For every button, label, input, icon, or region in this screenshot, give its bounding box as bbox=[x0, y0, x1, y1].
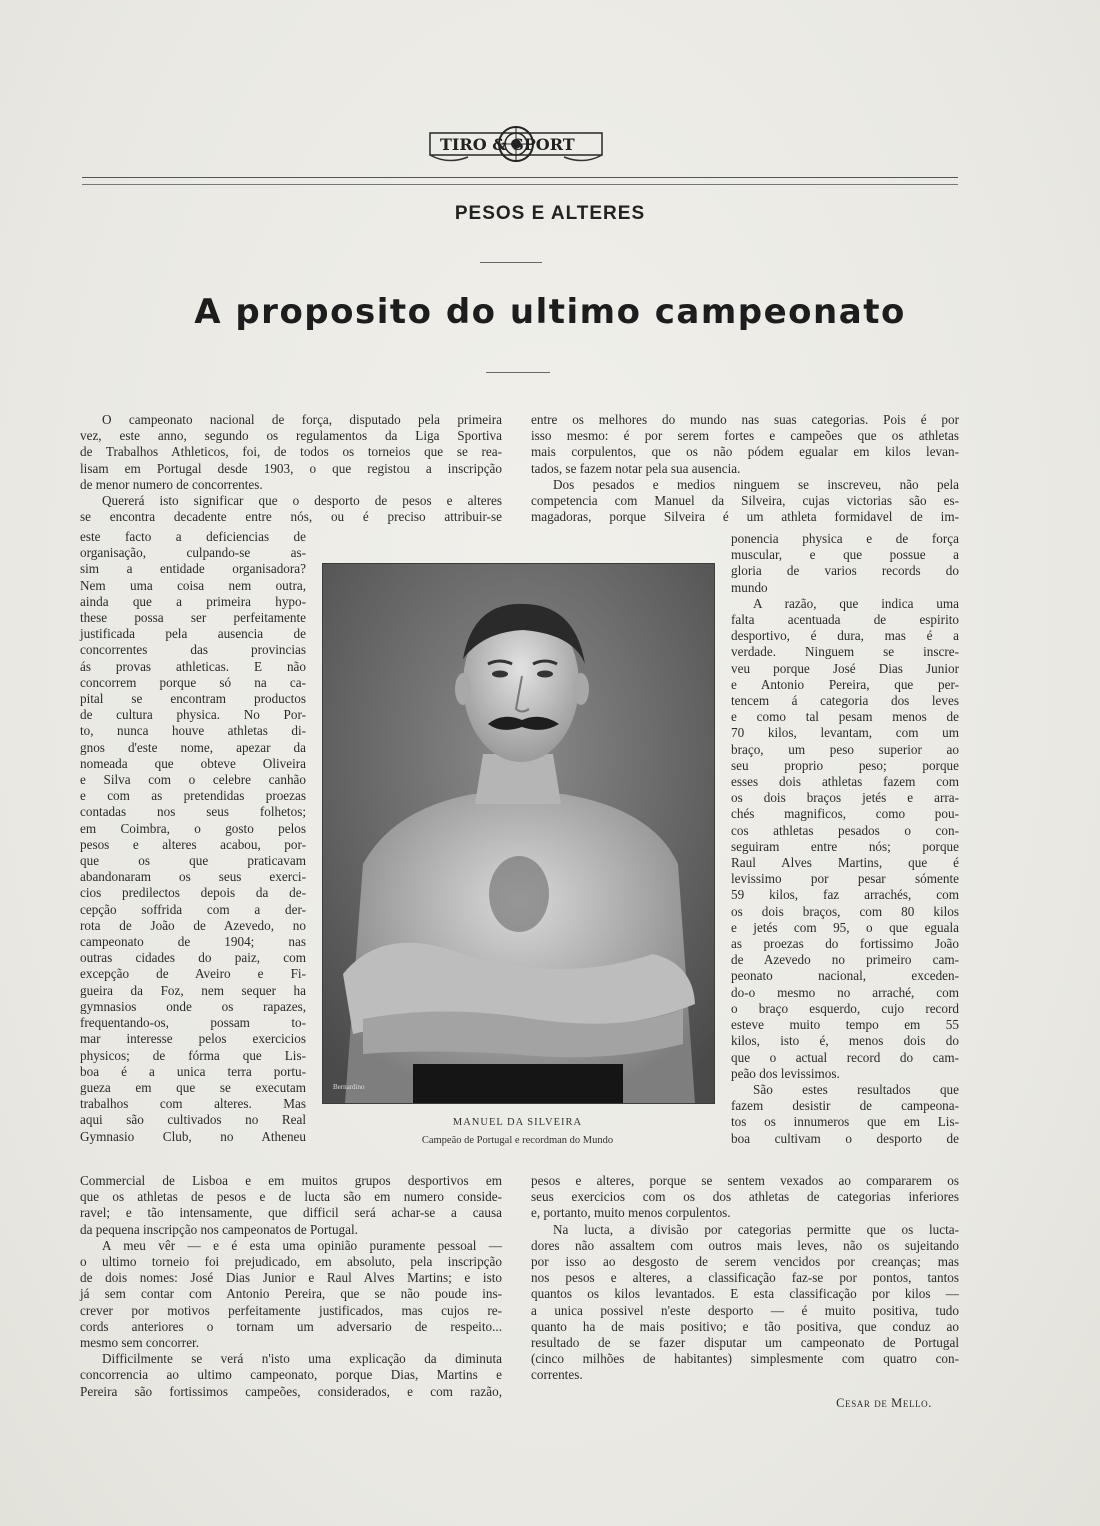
text-line: vez, este anno, segundo os regulamentos da Liga Sportiva bbox=[80, 428, 502, 444]
text-line: contadas nos seus folhetos; bbox=[80, 804, 306, 820]
text-line: de menor numero de concorrentes. bbox=[80, 476, 263, 492]
text-line: e, portanto, muito menos corpulentos. bbox=[531, 1205, 731, 1221]
text-line: Dos pesados e medios ninguem se inscreveu, não pela bbox=[553, 476, 959, 492]
text-line: gueza em que se executam bbox=[80, 1079, 306, 1095]
text-line: Raul Alves Martins, que é bbox=[731, 855, 959, 871]
text-line: resultado de se fazer disputar um campeonato de Portugal bbox=[531, 1335, 959, 1351]
text-line: que os athletas de pesos e de lucta são em numero conside- bbox=[80, 1189, 502, 1205]
text-line: e Antonio Pereira, que per- bbox=[731, 676, 959, 692]
text-line: o braço esquerdo, cujo record bbox=[731, 1000, 959, 1016]
text-line: O campeonato nacional de força, disputado pela primeira bbox=[102, 412, 502, 427]
text-line: sim a entidade organisadora? bbox=[80, 561, 306, 577]
text-line: em Coimbra, o gosto pelos bbox=[80, 820, 306, 836]
text-line: dores não assaltem com outros mais leves, não os sujeitando bbox=[531, 1237, 959, 1253]
text-line: e jetés com 95, o que eguala bbox=[731, 919, 959, 935]
text-line: Commercial de Lisboa e em muitos grupos desportivos em bbox=[80, 1173, 502, 1188]
text-line: seu proprio peso; porque bbox=[731, 757, 959, 773]
text-line: gueira da Foz, nem sequer ha bbox=[80, 982, 306, 998]
text-line: quantos os kilos levantados. E esta classificação por kilos — bbox=[531, 1286, 959, 1302]
text-line: que os que praticavam bbox=[80, 853, 306, 869]
text-line: lisam em Portugal desde 1903, o que registou a inscripção bbox=[80, 460, 502, 476]
text-line: que o actual record do cam- bbox=[731, 1049, 959, 1065]
text-line: pesos e alteres acabou, por- bbox=[80, 836, 306, 852]
text-line: de Trabalhos Athleticos, foi, de todos os torneios que se rea- bbox=[80, 444, 502, 460]
text-line: da pequena inscripção nos campeonatos de Portugal. bbox=[80, 1221, 358, 1237]
text-line: magadoras, porque Silveira é um athleta formidavel de im- bbox=[531, 509, 959, 525]
text-line: nomeada que obteve Oliveira bbox=[80, 755, 306, 771]
text-line: tencem á categoria dos leves bbox=[731, 693, 959, 709]
text-line: verdade. Ninguem se inscre- bbox=[731, 644, 959, 660]
text-line: desportivo, é dura, mas é a bbox=[731, 628, 959, 644]
text-line: frequentando-os, possam to- bbox=[80, 1015, 306, 1031]
text-line: ponencia physica e de força bbox=[731, 531, 959, 546]
text-line: cords anteriores o tornam um adversario de respeito... bbox=[80, 1318, 502, 1334]
text-line: tos os innumeros que em Lis- bbox=[731, 1114, 959, 1130]
text-line: excepção de Aveiro e Fi- bbox=[80, 966, 306, 982]
text-line: mar interesse pelos exercicios bbox=[80, 1031, 306, 1047]
text-line: Quererá isto significar que o desporto de pesos e alteres bbox=[102, 493, 502, 509]
portrait-caption-title: Campeão de Portugal e recordman do Mundo bbox=[421, 1135, 614, 1146]
text-line: as proezas do fortissimo João bbox=[731, 936, 959, 952]
text-line: Na lucta, a divisão por categorias permitte que os lucta- bbox=[553, 1221, 959, 1237]
text-line: de cultura physica. No Por- bbox=[80, 707, 306, 723]
text-line: se encontra decadente entre nós, ou é preciso attribuir-se bbox=[80, 509, 502, 525]
text-line: justificada pela ausencia de bbox=[80, 626, 306, 642]
text-line: physicos; de fórma que Lis- bbox=[80, 1047, 306, 1063]
text-line: to, nunca houve athletas di- bbox=[80, 723, 306, 739]
text-line: cios predilectos depois da de- bbox=[80, 885, 306, 901]
text-line: peão dos levissimos. bbox=[731, 1065, 840, 1081]
text-line: nos pesos e alteres, a classificação faz-se por pontos, tantos bbox=[531, 1270, 959, 1286]
text-line: e como tal pesam menos de bbox=[731, 709, 959, 725]
text-line: correntes. bbox=[531, 1367, 583, 1383]
divider-short bbox=[480, 262, 542, 263]
text-line: 59 kilos, faz arrachés, com bbox=[731, 887, 959, 903]
text-line: levissimo por pesar sómente bbox=[731, 871, 959, 887]
text-line: os dois braços, com 80 kilos bbox=[731, 903, 959, 919]
text-line: seus exercicios com os dos athletas de categorias inferiores bbox=[531, 1189, 959, 1205]
text-line: este facto a deficiencias de bbox=[80, 529, 306, 544]
article-title: A proposito do ultimo campeonato bbox=[194, 292, 906, 332]
text-line: (cinco milhões de habitantes) simplesmente com quatro con- bbox=[531, 1351, 959, 1367]
text-line: competencia com Manuel da Silveira, cujas victorias são es- bbox=[531, 493, 959, 509]
text-line: concorrem porque só na ca- bbox=[80, 674, 306, 690]
text-line: ainda que a primeira hypo- bbox=[80, 593, 306, 609]
text-line: de Azevedo no primeiro cam- bbox=[731, 952, 959, 968]
text-line: fazem desistir de campeona- bbox=[731, 1098, 959, 1114]
text-line: de dois nomes: José Dias Junior e Raul Alves Martins; e isto bbox=[80, 1270, 502, 1286]
author-signature: Cesar de Mello. bbox=[836, 1396, 932, 1410]
text-line: concorrencia ao ultimo campeonato, porque Dias, Martins e bbox=[80, 1367, 502, 1383]
portrait-image bbox=[323, 564, 714, 1103]
header-rule bbox=[82, 177, 958, 185]
text-line: A meu vêr — e é esta uma opinião puramente pessoal — bbox=[102, 1237, 502, 1253]
text-line: cepção soffrida com a der- bbox=[80, 901, 306, 917]
masthead-emblem-icon bbox=[428, 123, 604, 165]
text-line: gloria de varios records do bbox=[731, 563, 959, 579]
portrait-caption-name: MANUEL DA SILVEIRA bbox=[452, 1117, 583, 1128]
text-line: do-o mesmo no arraché, com bbox=[731, 984, 959, 1000]
text-line: kilos, isto é, menos dois do bbox=[731, 1033, 959, 1049]
text-line: cos athletas pesados o con- bbox=[731, 822, 959, 838]
text-line: muscular, e que possue a bbox=[731, 547, 959, 563]
text-line: trabalhos com alteres. Mas bbox=[80, 1096, 306, 1112]
text-line: pesos e alteres, porque se sentem vexados ao compararem os bbox=[531, 1173, 959, 1188]
text-line: these possa ser perfeitamente bbox=[80, 610, 306, 626]
text-line: mais corpulentos, que os não pódem egualar em kilos levan- bbox=[531, 444, 959, 460]
text-line: outras cidades do paiz, com bbox=[80, 950, 306, 966]
text-line: Gymnasio Club, no Atheneu bbox=[80, 1128, 306, 1144]
text-line: e com as pretendidas proezas bbox=[80, 788, 306, 804]
text-line: organisação, culpando-se as- bbox=[80, 545, 306, 561]
text-line: o ultimo torneio foi prejudicado, em absoluto, pela inscripção bbox=[80, 1254, 502, 1270]
text-line: chés magnificos, como pou- bbox=[731, 806, 959, 822]
text-line: rota de João de Azevedo, no bbox=[80, 917, 306, 933]
text-line: abandonaram os seus exerci- bbox=[80, 869, 306, 885]
text-line: ravel; e tão intensamente, que difficil será achar-se a causa bbox=[80, 1205, 502, 1221]
text-line: seguiram entre nós; porque bbox=[731, 838, 959, 854]
text-line: Nem uma coisa nem outra, bbox=[80, 577, 306, 593]
text-line: Difficilmente se verá n'isto uma explicação da diminuta bbox=[102, 1351, 502, 1367]
text-line: ás provas athleticas. E não bbox=[80, 658, 306, 674]
text-line: os dois braços jetés e arra- bbox=[731, 790, 959, 806]
text-line: isso mesmo: é por serem fortes e campeões que os athletas bbox=[531, 428, 959, 444]
text-line: por isso ao desgosto de serem vencidos por creanças; mas bbox=[531, 1254, 959, 1270]
text-line: braço, um peso superior ao bbox=[731, 741, 959, 757]
text-line: gymnasios onde os rapazes, bbox=[80, 998, 306, 1014]
masthead-text-left: TIRO & SPORT bbox=[440, 135, 575, 154]
text-line: boa é a unica terra portu- bbox=[80, 1063, 306, 1079]
engraver-mark: Bernardino bbox=[333, 1083, 365, 1091]
text-line: peonato nacional, exceden- bbox=[731, 968, 959, 984]
text-line: esses dois athletas fazem com bbox=[731, 774, 959, 790]
text-line: Pereira são fortissimos campeões, considerados, e com razão, bbox=[80, 1383, 502, 1399]
right-column-top bbox=[531, 412, 959, 525]
text-line: crever por motivos perfeitamente justificados, mas cujos re- bbox=[80, 1302, 502, 1318]
text-line: e Silva com o celebre canhão bbox=[80, 772, 306, 788]
section-heading: PESOS E ALTERES bbox=[454, 203, 646, 224]
left-column-bottom bbox=[80, 1173, 502, 1400]
text-line: gnos d'este nome, apezar da bbox=[80, 739, 306, 755]
text-line: entre os melhores do mundo nas suas categorias. Pois é por bbox=[531, 412, 959, 427]
text-line: já sem contar com Antonio Pereira, que se não poude ins- bbox=[80, 1286, 502, 1302]
portrait-photo bbox=[322, 563, 715, 1104]
text-line: 70 kilos, levantam, com um bbox=[731, 725, 959, 741]
text-line: São estes resultados que bbox=[753, 1081, 959, 1097]
text-line: veu porque José Dias Junior bbox=[731, 660, 959, 676]
text-line: campeonato de 1904; nas bbox=[80, 934, 306, 950]
text-line: mesmo sem concorrer. bbox=[80, 1335, 200, 1351]
text-line: quanto ha de mais positivo; e tão positiva, que conduz ao bbox=[531, 1318, 959, 1334]
right-column-bottom bbox=[531, 1173, 959, 1384]
text-line: pital se encontram productos bbox=[80, 691, 306, 707]
divider-short-2 bbox=[486, 372, 550, 373]
text-line: a unica possivel n'este desporto — é muito positiva, tudo bbox=[531, 1302, 959, 1318]
text-line: mundo bbox=[731, 579, 768, 595]
text-line: concorrentes das provincias bbox=[80, 642, 306, 658]
left-column-top bbox=[80, 412, 502, 525]
text-line: A razão, que indica uma bbox=[753, 595, 959, 611]
text-line: esteve muito tempo em 55 bbox=[731, 1017, 959, 1033]
right-column-narrow bbox=[731, 531, 959, 1147]
text-line: boa cultivam o desporto de bbox=[731, 1130, 959, 1146]
text-line: falta acentuada de espirito bbox=[731, 612, 959, 628]
left-column-narrow bbox=[80, 529, 306, 1145]
text-line: tados, se fazem notar pela sua ausencia. bbox=[531, 460, 741, 476]
text-line: aqui são cultivados no Real bbox=[80, 1112, 306, 1128]
masthead-logo bbox=[428, 123, 604, 165]
